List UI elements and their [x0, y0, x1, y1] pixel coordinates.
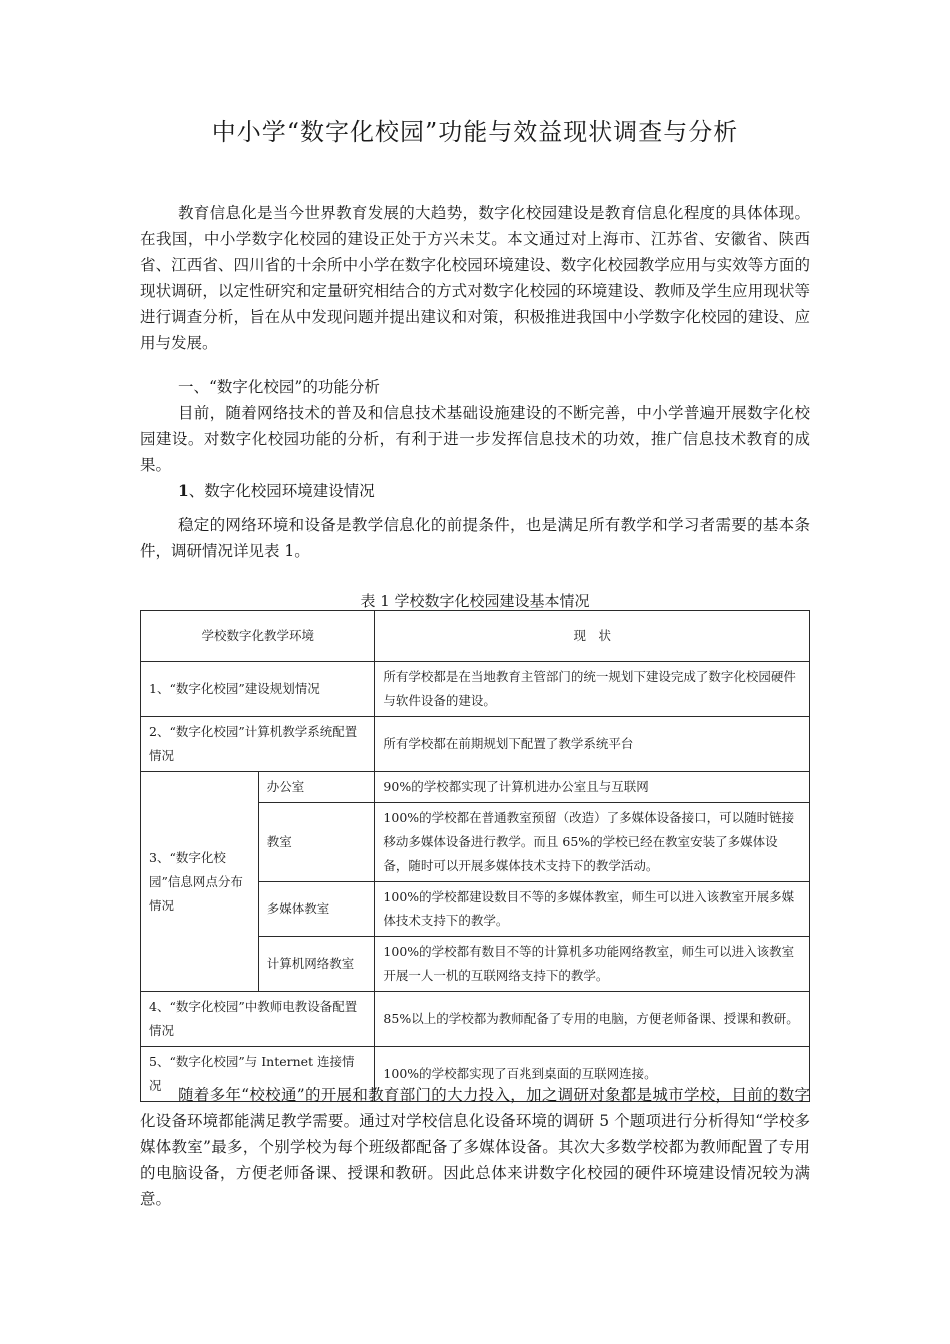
row-sublabel: 办公室: [258, 772, 375, 803]
environment-table: [140, 610, 810, 1102]
row-value: 所有学校都在前期规划下配置了教学系统平台: [375, 717, 810, 772]
row-label: 3、“数字化校园”信息网点分布情况: [141, 772, 259, 992]
row-value: 100%的学校都在普通教室预留（改造）了多媒体设备接口，可以随时链接移动多媒体设备进行教学。而且 65%的学校已经在教室安装了多媒体设备，随时可以开展多媒体技术支持下的教学活动。: [375, 803, 810, 882]
table-caption: 表 1 学校数字化校园建设基本情况: [360, 592, 590, 610]
section1-heading: 一、“数字化校园”的功能分析: [178, 378, 380, 396]
subsection1-title: 、数字化校园环境建设情况: [188, 482, 375, 500]
header-environment: 学校数字化教学环境: [141, 611, 375, 662]
summary-paragraph: 随着多年“校校通”的开展和教育部门的大力投入，加之调研对象都是城市学校，目前的数字化设备环境都能满足教学需要。通过对学校信息化设备环境的调研 5 个题项进行分析得知“学校多媒体教室”最多，个别学校为每个班级都配备了多媒体设备。其次大多数学校都为教师配置了专用的电脑设备，方便老师备课、授课和教研。因此总体来讲数字化校园的硬件环境建设情况较为满意。: [140, 1086, 810, 1208]
row-sublabel: 教室: [258, 803, 375, 882]
row-label: 1、“数字化校园”建设规划情况: [141, 662, 375, 717]
subsection1-number: 1: [178, 481, 189, 500]
table-header-row: [141, 611, 810, 662]
table-row: [141, 662, 810, 717]
header-status: 现 状: [375, 611, 810, 662]
row-value: 100%的学校都建设数目不等的多媒体教室，师生可以进入该教室开展多媒体技术支持下的教学。: [375, 882, 810, 937]
row-value: 所有学校都是在当地教育主管部门的统一规划下建设完成了数字化校园硬件与软件设备的建设。: [375, 662, 810, 717]
table-row: [141, 992, 810, 1047]
row-value: 85%以上的学校都为教师配备了专用的电脑，方便老师备课、授课和教研。: [375, 992, 810, 1047]
table-row: [141, 772, 810, 803]
document-title: 中小学“数字化校园”功能与效益现状调查与分析: [211, 118, 739, 146]
row-value: 100%的学校都有数目不等的计算机多功能网络教室，师生可以进入该教室开展一人一机的互联网络支持下的教学。: [375, 937, 810, 992]
row-sublabel: 计算机网络教室: [258, 937, 375, 992]
section1-paragraph: 目前，随着网络技术的普及和信息技术基础设施建设的不断完善，中小学普遍开展数字化校园建设。对数字化校园功能的分析，有利于进一步发挥信息技术的功效，推广信息技术教育的成果。: [140, 404, 810, 474]
intro-paragraph: 教育信息化是当今世界教育发展的大趋势，数字化校园建设是教育信息化程度的具体体现。在我国，中小学数字化校园的建设正处于方兴未艾。本文通过对上海市、江苏省、安徽省、陕西省、江西省、四川省的十余所中小学在数字化校园环境建设、数字化校园教学应用与实效等方面的现状调研，以定性研究和定量研究相结合的方式对数字化校园的环境建设、教师及学生应用现状等进行调查分析，旨在从中发现问题并提出建议和对策，积极推进我国中小学数字化校园的建设、应用与发展。: [140, 204, 810, 352]
row-sublabel: 多媒体教室: [258, 882, 375, 937]
row-label: 4、“数字化校园”中教师电教设备配置情况: [141, 992, 375, 1047]
network-paragraph: 稳定的网络环境和设备是教学信息化的前提条件，也是满足所有教学和学习者需要的基本条件，调研情况详见表 1。: [140, 516, 810, 560]
table-row: [141, 717, 810, 772]
row-label: 2、“数字化校园”计算机教学系统配置情况: [141, 717, 375, 772]
row-label: 5、“数字化校园”与 Internet 连接情况: [141, 1047, 375, 1102]
row-value: 90%的学校都实现了计算机进办公室且与互联网: [375, 772, 810, 803]
subsection1-heading: [178, 478, 778, 504]
row-value: 100%的学校都实现了百兆到桌面的互联网连接。: [375, 1047, 810, 1102]
